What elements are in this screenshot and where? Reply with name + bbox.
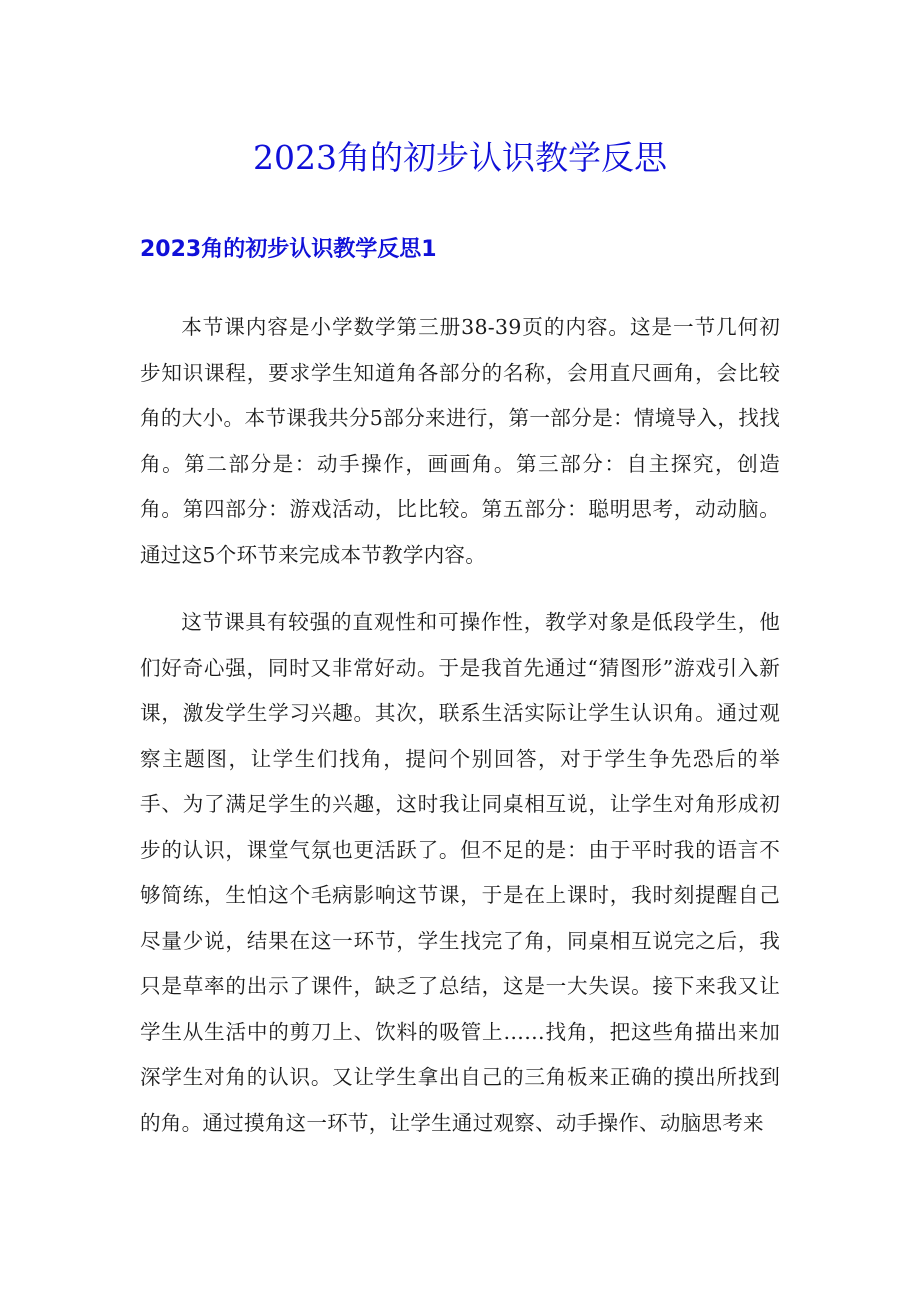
paragraph: 本节课内容是小学数学第三册38-39页的内容。这是一节几何初步知识课程，要求学生知道角各部分的名称，会用直尺画角，会比较角的大小。本节课我共分5部分来进行，第一部分是：情境导入，找找角。第二部分是：动手操作，画画角。第三部分：自主探究，创造角。第四部分：游戏活动，比比较。第五部分：聪明思考，动动脑。通过这5个环节来完成本节教学内容。 <box>140 315 780 567</box>
section-heading: 2023角的初步认识教学反思1 <box>140 237 437 262</box>
paragraph: 这节课具有较强的直观性和可操作性，教学对象是低段学生，他们好奇心强，同时又非常好动。于是我首先通过“猜图形”游戏引入新课，激发学生学习兴趣。其次，联系生活实际让学生认识角。通过观察主题图，让学生们找角，提问个别回答，对于学生争先恐后的举手、为了满足学生的兴趣，这时我让同桌相互说，让学生对角形成初步的认识，课堂气氛也更活跃了。但不足的是：由于平时我的语言不够简练，生怕这个毛病影响这节课，于是在上课时，我时刻提醒自己尽量少说，结果在这一环节，学生找完了角，同桌相互说完之后，我只是草率的出示了课件，缺乏了总结，这是一大失误。接下来我又让学生从生活中的剪刀上、饮料的吸管上……找角，把这些角描出来加深学生对角的认识。又让学生拿出自己的三角板来正确的摸出所找到的角。通过摸角这一环节，让学生通过观察、动手操作、动脑思考来 <box>140 610 780 1135</box>
document-title: 2023角的初步认识教学反思 <box>253 138 667 177</box>
